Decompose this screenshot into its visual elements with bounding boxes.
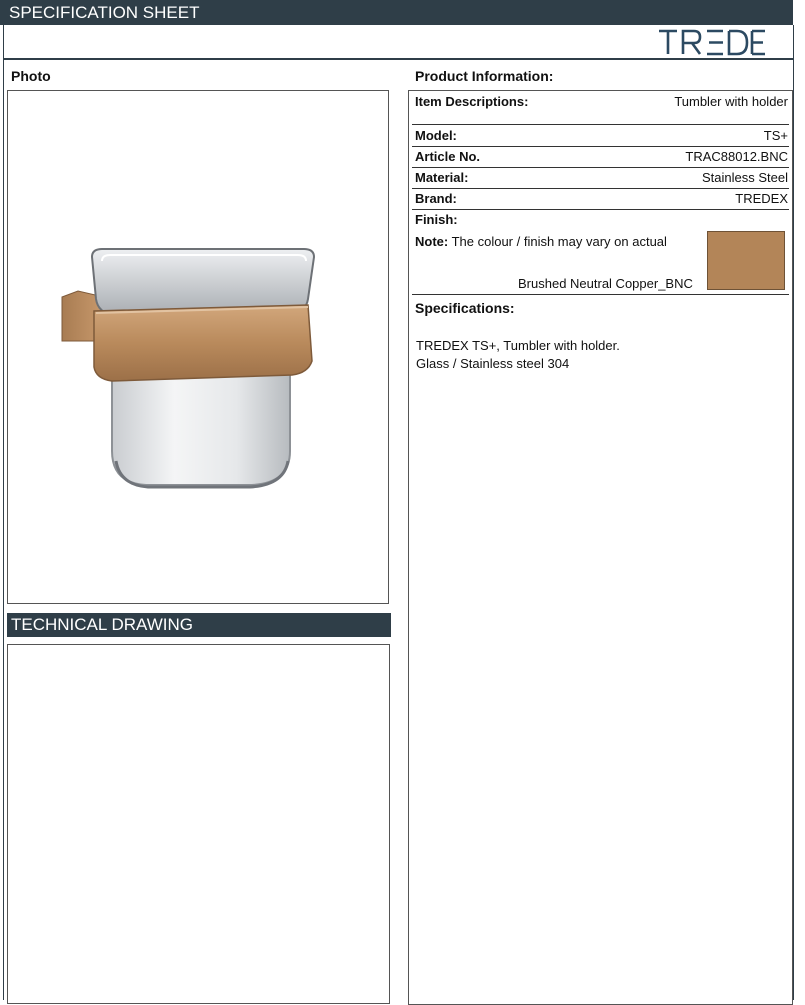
finish-note xyxy=(415,234,667,249)
row-divider xyxy=(412,146,789,147)
item-description-key: Item Descriptions: xyxy=(415,94,529,109)
article-value: TRAC88012.BNC xyxy=(685,149,788,164)
technical-drawing-title: TECHNICAL DRAWING xyxy=(11,615,193,634)
model-value: TS+ xyxy=(763,128,788,143)
spec-line: TREDEX TS+, Tumbler with holder. xyxy=(416,338,620,353)
model-key: Model: xyxy=(415,128,457,143)
spec-sheet-title: SPECIFICATION SHEET xyxy=(9,3,200,22)
technical-drawing-bar xyxy=(7,613,391,637)
brand-key: Brand: xyxy=(415,191,457,206)
note-text: The colour / finish may vary on actual xyxy=(448,234,667,249)
finish-color-swatch xyxy=(707,231,785,290)
specifications-title: Specifications: xyxy=(415,300,515,316)
photo-box xyxy=(7,90,389,604)
header-rule xyxy=(3,58,793,60)
item-description-value: Tumbler with holder xyxy=(674,94,788,109)
row-divider xyxy=(412,209,789,210)
page-border-right xyxy=(793,25,794,1000)
row-divider xyxy=(412,167,789,168)
technical-drawing-box xyxy=(7,644,390,1004)
article-key: Article No. xyxy=(415,149,481,164)
row-divider xyxy=(412,294,789,295)
product-info-box xyxy=(408,90,793,1005)
material-key: Material: xyxy=(415,170,469,185)
note-key: Note: xyxy=(415,234,449,249)
logo-text: TREDEX xyxy=(657,26,662,27)
page-border-left xyxy=(3,25,4,1000)
row-divider xyxy=(412,124,789,125)
material-value: Stainless Steel xyxy=(702,170,788,185)
brand-value: TREDEX xyxy=(735,191,788,206)
tumbler-with-holder-image xyxy=(8,91,388,603)
finish-key: Finish: xyxy=(415,212,458,227)
product-info-label: Product Information: xyxy=(415,68,554,84)
finish-name: Brushed Neutral Copper_BNC xyxy=(518,276,693,291)
spec-line: Glass / Stainless steel 304 xyxy=(416,356,570,371)
photo-label: Photo xyxy=(11,68,51,84)
tredex-logo xyxy=(657,26,775,58)
spec-sheet-title-bar xyxy=(0,0,793,25)
row-divider xyxy=(412,188,789,189)
